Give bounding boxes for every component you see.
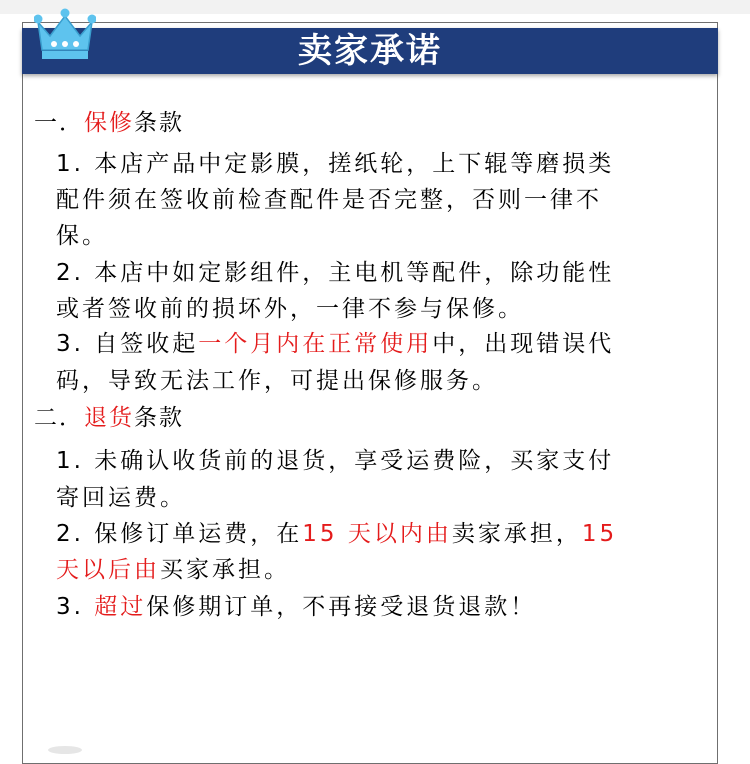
warranty-item-2-line-2: 或者签收前的损坏外，一律不参与保修。 (56, 296, 524, 322)
text-segment: 3. (56, 594, 95, 620)
returns-item-3-line-1 (56, 588, 536, 621)
section-title-returns (34, 399, 184, 432)
returns-item-2-line-1 (56, 515, 617, 548)
text-segment: 卖家承担， (451, 521, 582, 547)
section-highlight: 保修 (84, 110, 134, 136)
section-suffix: 条款 (134, 405, 184, 431)
section-prefix: 一． (34, 110, 84, 136)
section-suffix: 条款 (134, 110, 184, 136)
highlight-segment: 一个月内在正常使用 (198, 331, 433, 357)
section-title-warranty (34, 104, 184, 137)
bottom-decoration (48, 746, 82, 754)
text-segment: 中，出现错误代 (432, 331, 615, 357)
returns-item-1-line-2: 寄回运费。 (56, 485, 186, 511)
text-segment: 保修期订单，不再接受退货退款！ (146, 594, 537, 620)
warranty-item-3-line-1 (56, 325, 614, 358)
highlight-segment: 15 天以内由 (302, 521, 452, 547)
highlight-segment: 15 (581, 521, 618, 547)
section-highlight: 退货 (84, 405, 134, 431)
crown-icon (34, 6, 96, 62)
page-title: 卖家承诺 (298, 31, 442, 71)
top-strip (0, 0, 750, 14)
text-segment: 3. 自签收起 (56, 331, 199, 357)
text-segment: 买家承担。 (160, 557, 290, 583)
warranty-item-1-line-3: 保。 (56, 223, 108, 249)
returns-item-1-line-1: 1. 未确认收货前的退货，享受运费险，买家支付 (56, 448, 615, 474)
warranty-item-3-line-2: 码，导致无法工作，可提出保修服务。 (56, 368, 498, 394)
returns-item-2-line-2 (56, 551, 290, 584)
section-prefix: 二． (34, 405, 84, 431)
warranty-item-2-line-1: 2. 本店中如定影组件，主电机等配件，除功能性 (56, 260, 615, 286)
highlight-segment: 超过 (94, 594, 147, 620)
header-bar (22, 28, 718, 74)
warranty-item-1-line-2: 配件须在签收前检查配件是否完整，否则一律不 (56, 187, 602, 213)
text-segment: 2. 保修订单运费，在 (56, 521, 303, 547)
warranty-item-1-line-1: 1. 本店产品中定影膜，搓纸轮，上下辊等磨损类 (56, 151, 615, 177)
highlight-segment: 天以后由 (56, 557, 160, 583)
